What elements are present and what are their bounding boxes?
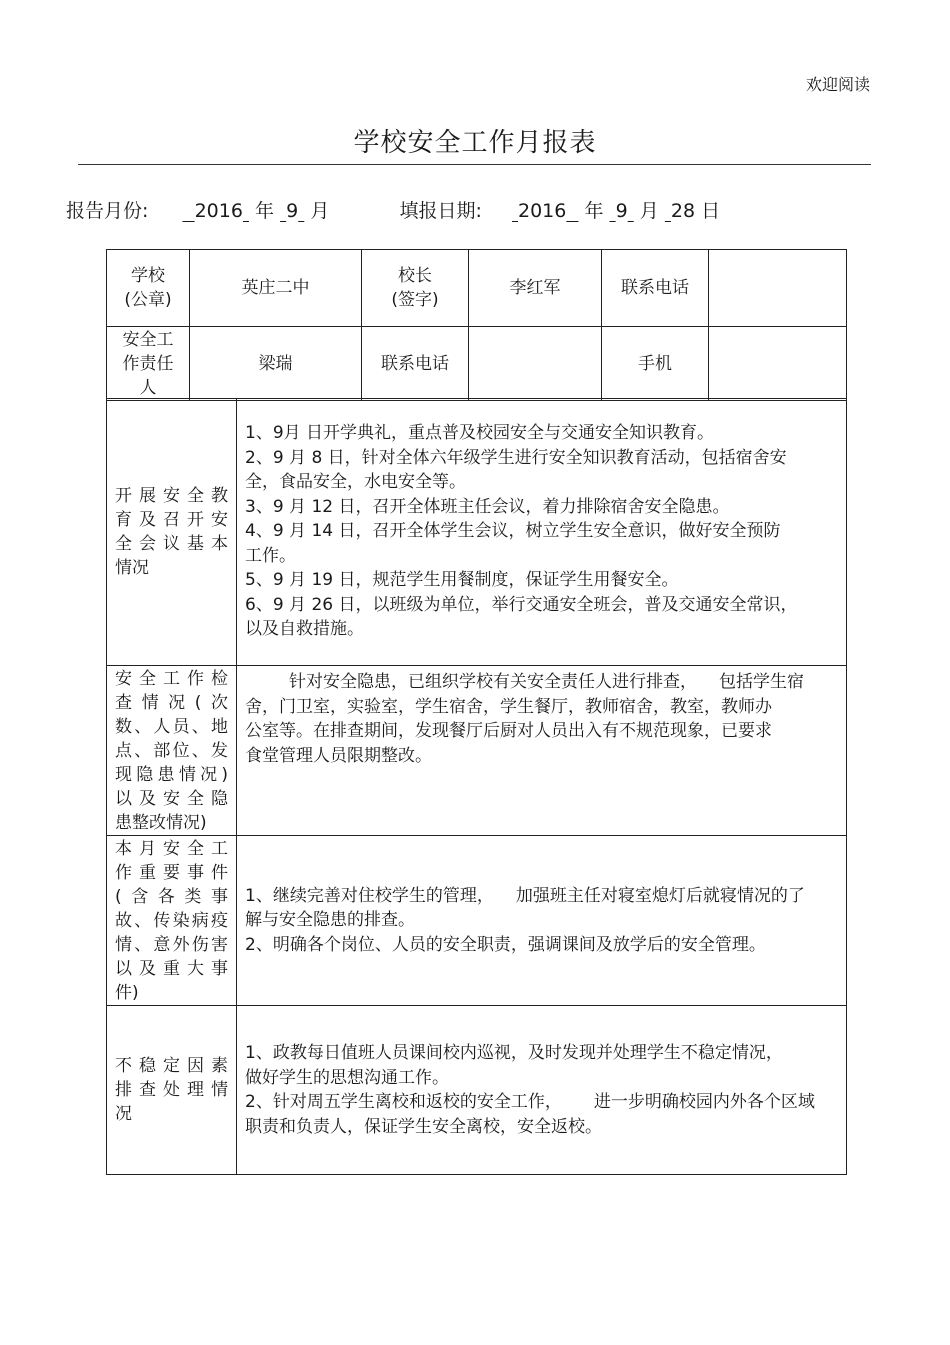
section-content-inspection: 针对安全隐患，已组织学校有关安全责任人进行排查， 包括学生宿 舍，门卫室，实验室，学生宿舍，学生餐厅，教师宿舍，教室，教师办 公室等。在排查期间，发现餐厅后厨对人员出入有不规范现象，已要求 食堂管理人员限期整改。 [237,666,847,836]
section-row-events [107,836,847,1006]
title-divider [78,164,871,165]
principal-label-cell: 校长 (签字) [362,250,469,327]
officer-phone-label-cell: 联系电话 [362,327,469,401]
principal-name-cell: 李红军 [469,250,602,327]
fill-month-char: 月 [639,200,659,222]
section-label-instability: 不稳定因素 排查处理情 况 [107,1006,237,1175]
officer-phone-value-cell [469,327,602,401]
section-label-inspection: 安全工作检 查情况(次 数、人员、地 点、部位、发 现隐患情况) 以及安全隐 患整改情况) [107,666,237,836]
fill-day-value: 28 [670,200,696,222]
phone-value-cell [709,250,847,327]
report-meta-line [66,196,720,223]
report-month-label: 报告月份: [66,200,149,222]
fill-year-value: 2016 [518,200,567,222]
section-content-education: 1、9月 日开学典礼，重点普及校园安全与交通安全知识教育。 2、9 月 8 日，针对全体六年级学生进行安全知识教育活动，包括宿舍安 全，食品安全，水电安全等。 3、9 月 12 日，召开全体班主任会议，着力排除宿舍安全隐患。 4、9 月 14 日，召开全体学生会议，树立学生安全意识，做好安全预防 工作。 5、9 月 19 日，规范学生用餐制度，保证学生用餐安全。 6、9 月 26 日，以班级为单位，举行交通安全班会，普及交通安全常识， 以及自救措施。 [237,399,847,666]
mobile-value-cell [709,327,847,401]
section-row-inspection [107,666,847,836]
school-name-cell: 英庄二中 [190,250,362,327]
header-info-table [106,249,847,401]
fill-month-value: 9 [615,200,628,222]
officer-name-cell: 梁瑞 [190,327,362,401]
section-row-education [107,399,847,666]
section-content-instability: 1、政教每日值班人员课间校内巡视，及时发现并处理学生不稳定情况， 做好学生的思想沟通工作。 2、针对周五学生离校和返校的安全工作， 进一步明确校园内外各个区域 职责和负责人，保证学生安全离校，安全返校。 [237,1006,847,1175]
report-month-char: 月 [310,200,330,222]
corner-note: 欢迎阅读 [806,75,871,94]
fill-date-label: 填报日期: [399,200,482,222]
report-year-char: 年 [255,200,275,222]
mobile-label-cell: 手机 [602,327,709,401]
phone-label-cell: 联系电话 [602,250,709,327]
section-label-events: 本月安全工 作重要事件 (含各类事 故、传染病疫 情、意外伤害 以及重大事 件) [107,836,237,1006]
school-label-cell: 学校 (公章) [107,250,190,327]
fill-year-char: 年 [584,200,604,222]
fill-day-char: 日 [701,200,721,222]
section-content-events: 1、继续完善对住校学生的管理， 加强班主任对寝室熄灯后就寝情况的了 解与安全隐患的排查。 2、明确各个岗位、人员的安全职责，强调课间及放学后的安全管理。 [237,836,847,1006]
section-row-instability [107,1006,847,1175]
officer-label-cell: 安全工 作责任 人 [107,327,190,401]
report-sections-table [106,398,847,1175]
page-title: 学校安全工作月报表 [353,128,597,158]
report-month-value: 9 [286,200,299,222]
report-year-value: 2016 [194,200,243,222]
section-label-education: 开展安全教 育及召开安 全会议基本 情况 [107,399,237,666]
